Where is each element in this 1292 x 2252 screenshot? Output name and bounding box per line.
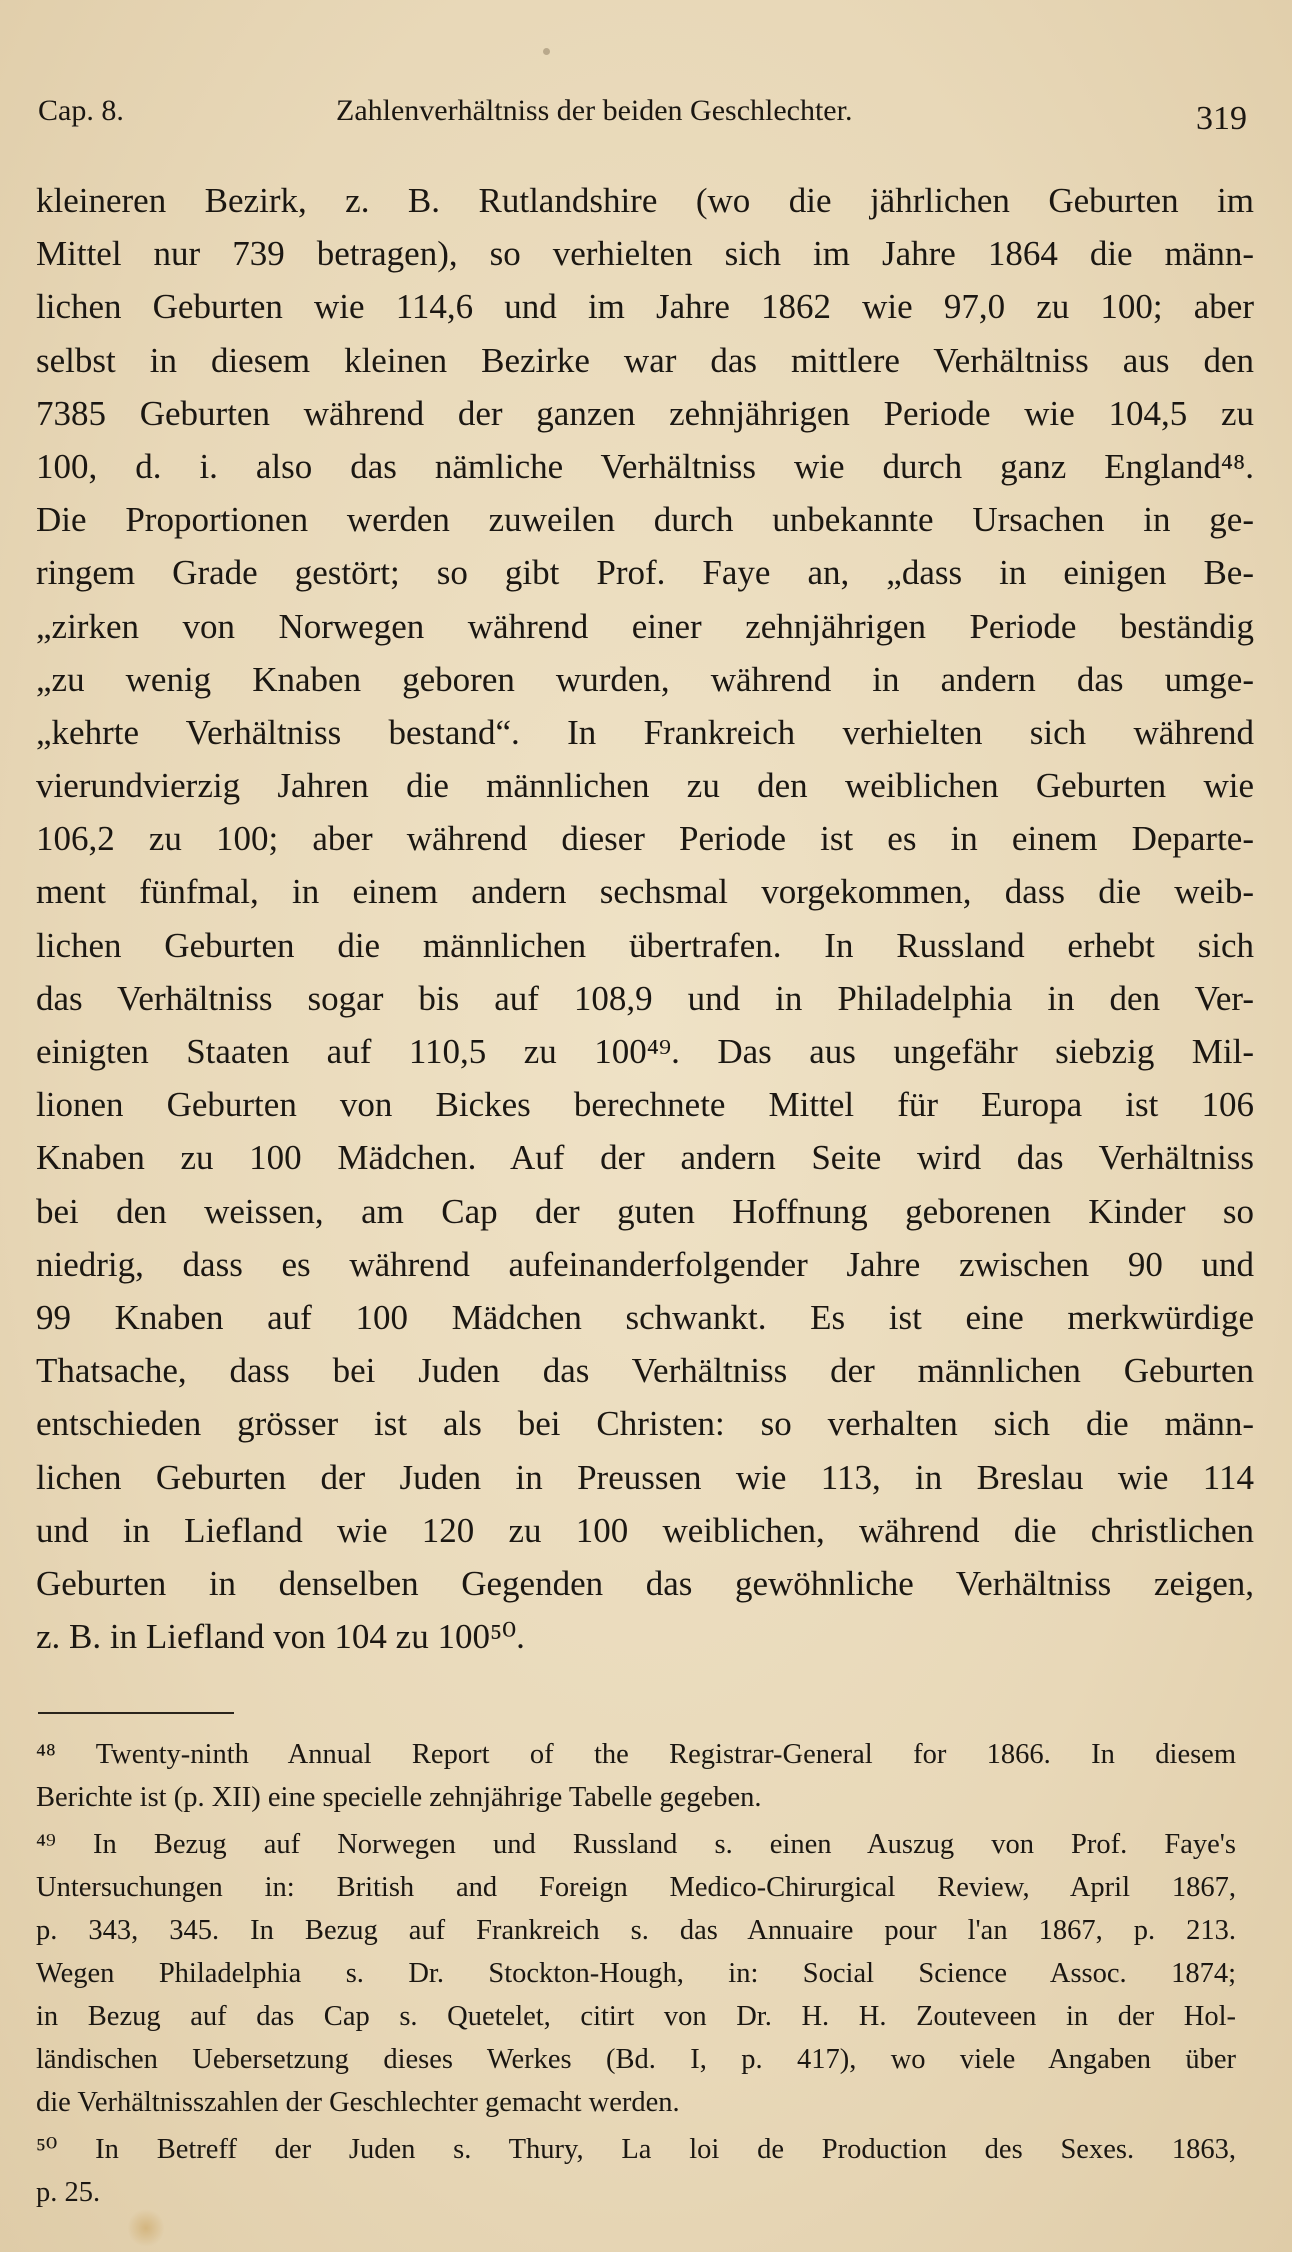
text-line: Thatsache, dass bei Juden das Verhältniss der männlichen Geburten bbox=[36, 1351, 1254, 1391]
footnote-line: ⁴⁸ Twenty-ninth Annual Report of the Registrar-General for 1866. In diesem bbox=[36, 1739, 1236, 1770]
text-line: Die Proportionen werden zuweilen durch unbekannte Ursachen in ge- bbox=[36, 500, 1254, 540]
body-paragraph bbox=[36, 174, 1254, 1663]
text-line: selbst in diesem kleinen Bezirke war das mittlere Verhältniss aus den bbox=[36, 340, 1254, 380]
footnote-line: Untersuchungen in: British and Foreign Medico-Chirurgical Review, April 1867, bbox=[36, 1872, 1236, 1903]
text-line: niedrig, dass es während aufeinanderfolgender Jahre zwischen 90 und bbox=[36, 1244, 1254, 1284]
text-line: entschieden grösser ist als bei Christen: so verhalten sich die männ- bbox=[36, 1404, 1254, 1444]
footnote-line: p. 343, 345. In Bezug auf Frankreich s. das Annuaire pour l'an 1867, p. 213. bbox=[36, 1915, 1236, 1946]
text-line: 100, d. i. also das nämliche Verhältniss wie durch ganz England⁴⁸. bbox=[36, 446, 1254, 486]
text-line: ringem Grade gestört; so gibt Prof. Faye an, „dass in einigen Be- bbox=[36, 553, 1254, 593]
text-line: das Verhältniss sogar bis auf 108,9 und in Philadelphia in den Ver- bbox=[36, 978, 1254, 1018]
footnote-line: in Bezug auf das Cap s. Quetelet, citirt von Dr. H. H. Zouteveen in der Hol- bbox=[36, 2001, 1236, 2032]
footnote-line: ⁵⁰ In Betreff der Juden s. Thury, La loi de Production des Sexes. 1863, bbox=[36, 2134, 1236, 2165]
text-line: Knaben zu 100 Mädchen. Auf der andern Seite wird das Verhältniss bbox=[36, 1138, 1254, 1178]
text-line: kleineren Bezirk, z. B. Rutlandshire (wo die jährlichen Geburten im bbox=[36, 181, 1254, 220]
text-line: lichen Geburten wie 114,6 und im Jahre 1862 wie 97,0 zu 100; aber bbox=[36, 287, 1254, 327]
running-header bbox=[38, 88, 1253, 138]
text-line: vierundvierzig Jahren die männlichen zu den weiblichen Geburten wie bbox=[36, 766, 1254, 806]
running-title: Zahlenverhältniss der beiden Geschlechter. bbox=[336, 94, 853, 127]
print-speck bbox=[543, 48, 550, 55]
text-line: Mittel nur 739 betragen), so verhielten sich im Jahre 1864 die männ- bbox=[36, 234, 1254, 274]
text-line: 7385 Geburten während der ganzen zehnjährigen Periode wie 104,5 zu bbox=[36, 393, 1254, 433]
footnote-line: p. 25. bbox=[36, 2177, 101, 2208]
footnote-line: ländischen Uebersetzung dieses Werkes (Bd. I, p. 417), wo viele Angaben über bbox=[36, 2044, 1236, 2075]
chapter-label: Cap. 8. bbox=[38, 94, 124, 127]
text-line: bei den weissen, am Cap der guten Hoffnung geborenen Kinder so bbox=[36, 1191, 1254, 1231]
paper-stain bbox=[128, 2208, 164, 2248]
text-line: und in Liefland wie 120 zu 100 weiblichen, während die christlichen bbox=[36, 1510, 1254, 1550]
footnote-rule bbox=[38, 1712, 234, 1714]
text-line: „zu wenig Knaben geboren wurden, während in andern das umge- bbox=[36, 659, 1254, 699]
text-line: lichen Geburten der Juden in Preussen wie 113, in Breslau wie 114 bbox=[36, 1457, 1254, 1497]
text-line: ment fünfmal, in einem andern sechsmal vorgekommen, dass die weib- bbox=[36, 872, 1254, 912]
text-line: 99 Knaben auf 100 Mädchen schwankt. Es ist eine merkwürdige bbox=[36, 1297, 1254, 1337]
footnote-line: ⁴⁹ In Bezug auf Norwegen und Russland s. einen Auszug von Prof. Faye's bbox=[36, 1829, 1236, 1860]
text-line: einigten Staaten auf 110,5 zu 100⁴⁹. Das aus ungefähr siebzig Mil- bbox=[36, 1032, 1254, 1071]
text-line: 106,2 zu 100; aber während dieser Periode ist es in einem Departe- bbox=[36, 819, 1254, 859]
page-number: 319 bbox=[1196, 100, 1247, 137]
text-line: z. B. in Liefland von 104 zu 100⁵⁰. bbox=[36, 1617, 525, 1657]
text-line: Geburten in denselben Gegenden das gewöhnliche Verhältniss zeigen, bbox=[36, 1563, 1254, 1603]
footnote-line: Wegen Philadelphia s. Dr. Stockton-Hough, in: Social Science Assoc. 1874; bbox=[36, 1958, 1236, 1989]
text-line: lichen Geburten die männlichen übertrafen. In Russland erhebt sich bbox=[36, 925, 1254, 965]
text-line: „zirken von Norwegen während einer zehnjährigen Periode beständig bbox=[36, 606, 1254, 646]
text-line: „kehrte Verhältniss bestand“. In Frankreich verhielten sich während bbox=[36, 712, 1254, 752]
text-line: lionen Geburten von Bickes berechnete Mittel für Europa ist 106 bbox=[36, 1085, 1254, 1125]
footnote-line: Berichte ist (p. XII) eine specielle zehnjährige Tabelle gegeben. bbox=[36, 1782, 762, 1813]
footnote-line: die Verhältnisszahlen der Geschlechter gemacht werden. bbox=[36, 2087, 680, 2118]
footnotes bbox=[36, 1733, 1236, 2214]
